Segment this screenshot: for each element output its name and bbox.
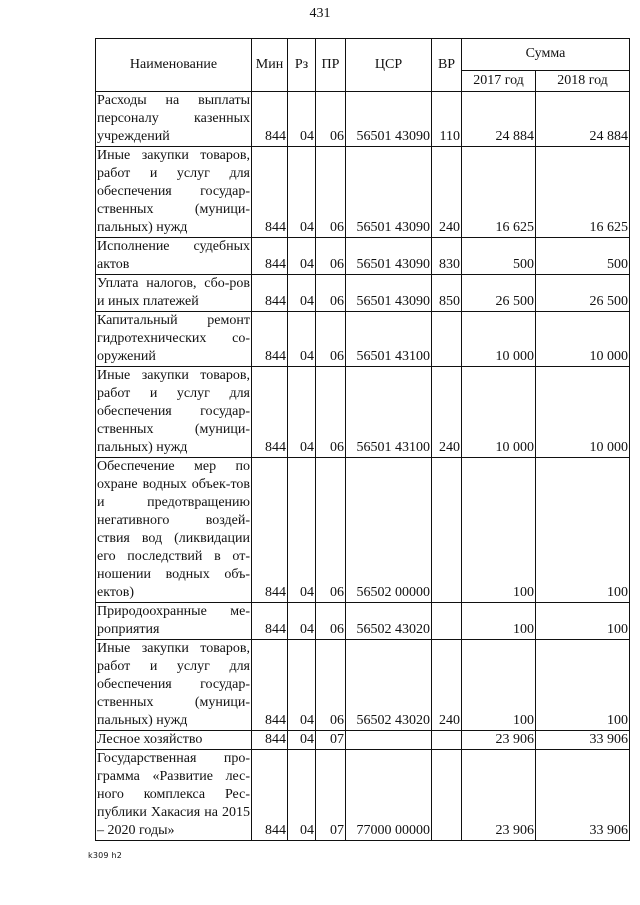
row-name: Лесное хозяйство (96, 731, 252, 750)
row-pr: 06 (316, 458, 346, 603)
header-min: Мин (252, 39, 288, 92)
row-min: 844 (252, 275, 288, 312)
row-rz: 04 (288, 238, 316, 275)
row-min: 844 (252, 750, 288, 841)
row-rz: 04 (288, 640, 316, 731)
row-pr: 06 (316, 147, 346, 238)
footer-code: k309 h2 (88, 851, 123, 860)
row-vr: 240 (432, 147, 462, 238)
row-rz: 04 (288, 458, 316, 603)
row-rz: 04 (288, 312, 316, 367)
row-sum-2017: 100 (462, 640, 536, 731)
row-rz: 04 (288, 92, 316, 147)
table-row (96, 312, 630, 367)
table-row (96, 238, 630, 275)
row-pr: 07 (316, 731, 346, 750)
row-name: Обеспечение мер по охране водных объек-тов и предотвращению негативного воздей-ствия вод (ликвидации его последствий в от-ношении водных объ-ектов) (96, 458, 252, 603)
row-vr (432, 750, 462, 841)
row-name: Иные закупки товаров, работ и услуг для обеспечения государ-ственных (муници-пальных) нужд (96, 367, 252, 458)
row-name: Капитальный ремонт гидротехнических со-оружений (96, 312, 252, 367)
row-sum-2018: 10 000 (536, 312, 630, 367)
row-sum-2018: 100 (536, 458, 630, 603)
table-row (96, 275, 630, 312)
row-rz: 04 (288, 275, 316, 312)
row-pr: 06 (316, 603, 346, 640)
row-min: 844 (252, 640, 288, 731)
row-sum-2018: 24 884 (536, 92, 630, 147)
row-vr: 850 (432, 275, 462, 312)
row-vr: 240 (432, 367, 462, 458)
row-rz: 04 (288, 731, 316, 750)
header-csr: ЦСР (346, 39, 432, 92)
row-sum-2017: 100 (462, 603, 536, 640)
table-row (96, 750, 630, 841)
row-name: Иные закупки товаров, работ и услуг для обеспечения государ-ственных (муници-пальных) нужд (96, 147, 252, 238)
header-rz: Рз (288, 39, 316, 92)
row-name: Иные закупки товаров, работ и услуг для обеспечения государ-ственных (муници-пальных) нужд (96, 640, 252, 731)
row-sum-2017: 26 500 (462, 275, 536, 312)
table-row (96, 147, 630, 238)
row-pr: 06 (316, 367, 346, 458)
row-rz: 04 (288, 750, 316, 841)
row-vr (432, 312, 462, 367)
row-sum-2018: 26 500 (536, 275, 630, 312)
row-sum-2018: 100 (536, 603, 630, 640)
row-sum-2018: 10 000 (536, 367, 630, 458)
header-year-2017: 2017 год (462, 70, 536, 91)
row-sum-2018: 16 625 (536, 147, 630, 238)
header-year-2018: 2018 год (536, 70, 630, 91)
table-row (96, 731, 630, 750)
row-min: 844 (252, 312, 288, 367)
row-csr: 56501 43100 (346, 367, 432, 458)
row-csr: 56502 43020 (346, 640, 432, 731)
row-min: 844 (252, 147, 288, 238)
row-vr (432, 603, 462, 640)
row-pr: 06 (316, 238, 346, 275)
table-row (96, 640, 630, 731)
row-vr: 830 (432, 238, 462, 275)
row-sum-2017: 24 884 (462, 92, 536, 147)
row-min: 844 (252, 731, 288, 750)
row-sum-2017: 500 (462, 238, 536, 275)
row-name: Уплата налогов, сбо-ров и иных платежей (96, 275, 252, 312)
row-sum-2018: 33 906 (536, 731, 630, 750)
row-sum-2017: 23 906 (462, 750, 536, 841)
row-min: 844 (252, 367, 288, 458)
row-csr: 56501 43090 (346, 275, 432, 312)
row-vr: 240 (432, 640, 462, 731)
row-name: Исполнение судебных актов (96, 238, 252, 275)
header-sum: Сумма (462, 39, 630, 71)
header-pr: ПР (316, 39, 346, 92)
row-sum-2017: 10 000 (462, 367, 536, 458)
table-row (96, 603, 630, 640)
row-name: Природоохранные ме-роприятия (96, 603, 252, 640)
row-csr: 56501 43090 (346, 92, 432, 147)
row-csr: 56501 43100 (346, 312, 432, 367)
row-pr: 06 (316, 275, 346, 312)
header-vr: ВР (432, 39, 462, 92)
row-sum-2018: 100 (536, 640, 630, 731)
row-sum-2017: 100 (462, 458, 536, 603)
budget-table (95, 38, 630, 841)
row-min: 844 (252, 238, 288, 275)
row-pr: 06 (316, 92, 346, 147)
row-vr: 110 (432, 92, 462, 147)
row-csr: 56501 43090 (346, 238, 432, 275)
table-row (96, 367, 630, 458)
page-number: 431 (309, 6, 331, 21)
header-name: Наименование (96, 39, 252, 92)
row-rz: 04 (288, 147, 316, 238)
row-vr (432, 731, 462, 750)
row-csr: 56501 43090 (346, 147, 432, 238)
row-pr: 06 (316, 640, 346, 731)
row-rz: 04 (288, 367, 316, 458)
row-rz: 04 (288, 603, 316, 640)
table-row (96, 458, 630, 603)
row-pr: 07 (316, 750, 346, 841)
row-sum-2017: 16 625 (462, 147, 536, 238)
row-sum-2018: 500 (536, 238, 630, 275)
row-csr: 56502 00000 (346, 458, 432, 603)
row-vr (432, 458, 462, 603)
row-min: 844 (252, 92, 288, 147)
row-csr: 56502 43020 (346, 603, 432, 640)
row-csr (346, 731, 432, 750)
row-name: Государственная про-грамма «Развитие лес-ного комплекса Рес-публики Хакасия на 2015 – 2020 годы» (96, 750, 252, 841)
row-name: Расходы на выплаты персоналу казенных учреждений (96, 92, 252, 147)
row-pr: 06 (316, 312, 346, 367)
row-sum-2017: 10 000 (462, 312, 536, 367)
row-sum-2018: 33 906 (536, 750, 630, 841)
row-sum-2017: 23 906 (462, 731, 536, 750)
table-row (96, 92, 630, 147)
row-min: 844 (252, 458, 288, 603)
row-csr: 77000 00000 (346, 750, 432, 841)
row-min: 844 (252, 603, 288, 640)
